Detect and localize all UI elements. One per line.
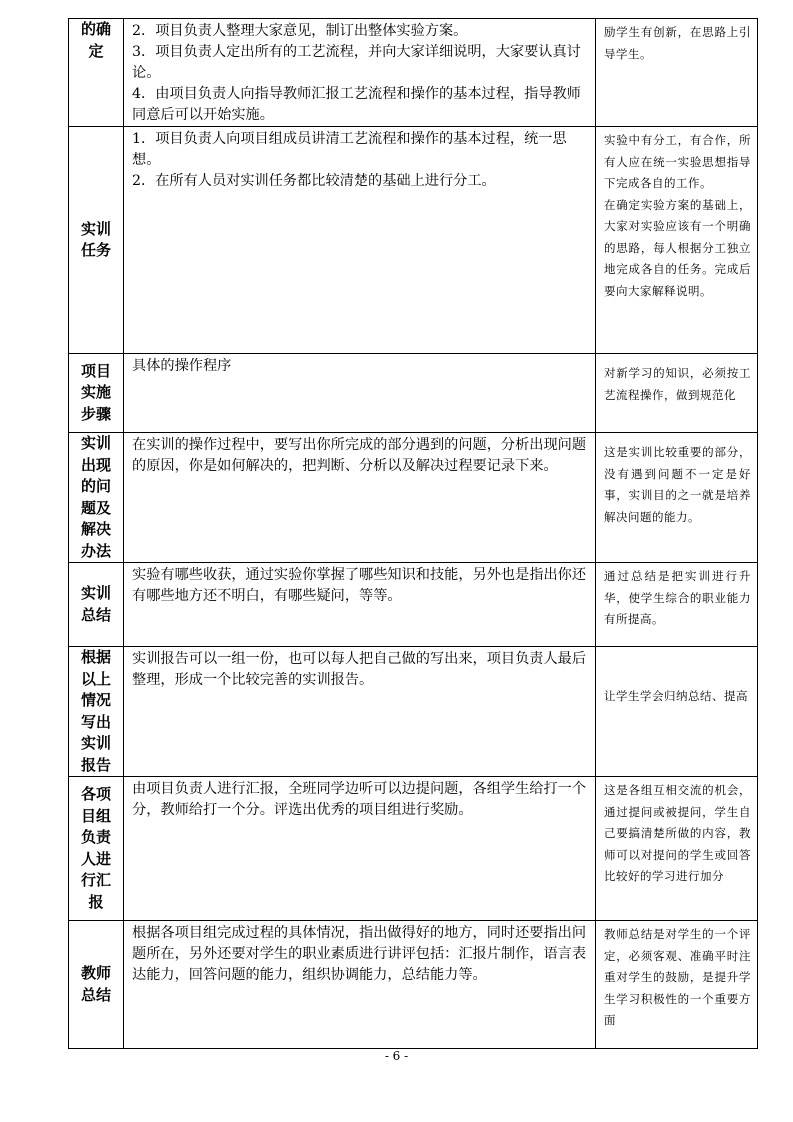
row-note-cell — [596, 354, 758, 433]
row-label: 教师总结 — [81, 964, 112, 1004]
content-paragraph: 实验有哪些收获，通过实验你掌握了哪些知识和技能，另外也是指出你还有哪些地方还不明白，有哪些疑问，等等。 — [132, 567, 587, 604]
content-paragraph: 具体的操作程序 — [132, 358, 232, 374]
content-paragraph: 2．项目负责人整理大家意见，制订出整体实验方案。 — [132, 23, 468, 39]
row-label-cell — [69, 777, 124, 921]
row-label-cell — [69, 19, 124, 127]
content-paragraph: 2．在所有人员对实训任务都比较清楚的基础上进行分工。 — [132, 173, 496, 189]
row-note-cell — [596, 433, 758, 563]
row-note-cell — [596, 127, 758, 354]
table-row — [69, 921, 758, 1049]
note-paragraph: 在确定实验方案的基础上，大家对实验应该有一个明确的思路，每人根据分工独立地完成各自的任务。完成后要向大家解释说明。 — [604, 197, 751, 298]
table-row — [69, 777, 758, 921]
table-row — [69, 433, 758, 563]
row-label-cell — [69, 647, 124, 777]
row-note-cell — [596, 777, 758, 921]
note-paragraph: 通过总结是把实训进行升华，使学生综合的职业能力有所提高。 — [604, 569, 751, 626]
row-label-cell — [69, 354, 124, 433]
row-label-cell — [69, 433, 124, 563]
content-paragraph: 由项目负责人进行汇报，全班同学边听可以边提问题，各组学生给打一个分，教师给打一个分。评选出优秀的项目组进行奖励。 — [132, 781, 587, 818]
note-paragraph: 这是各组互相交流的机会，通过提问或被提问，学生自己要搞清楚所做的内容，教师可以对提问的学生或回答比较好的学习进行加分 — [604, 783, 751, 883]
row-label-cell — [69, 563, 124, 647]
page-number: - 6 - — [384, 1049, 409, 1063]
row-label-cell — [69, 127, 124, 354]
row-label-cell — [69, 921, 124, 1049]
row-note-cell — [596, 921, 758, 1049]
row-content-cell — [124, 921, 596, 1049]
note-paragraph: 这是实训比较重要的部分，没有遇到问题不一定是好事，实训目的之一就是培养解决问题的能力。 — [604, 445, 751, 524]
activity-plan-table — [68, 18, 758, 1049]
row-label: 的确定 — [81, 20, 112, 60]
note-paragraph: 实验中有分工，有合作，所有人应在统一实验思想指导下完成各自的工作。 — [604, 133, 751, 190]
row-content-cell — [124, 19, 596, 127]
table-row — [69, 354, 758, 433]
note-paragraph: 教师总结是对学生的一个评定，必须客观、准确平时注重对学生的鼓励，是提升学生学习积极性的一个重要方面 — [604, 927, 751, 1027]
content-paragraph: 实训报告可以一组一份，也可以每人把自己做的写出来，项目负责人最后整理，形成一个比较完善的实训报告。 — [132, 651, 587, 688]
row-label: 根据以上情况写出实训报告 — [81, 648, 112, 774]
content-paragraph: 在实训的操作过程中，要写出你所完成的部分遇到的问题，分析出现问题的原因，你是如何解决的，把判断、分析以及解决过程要记录下来。 — [132, 437, 587, 474]
content-paragraph: 4．由项目负责人向指导教师汇报工艺流程和操作的基本过程，指导教师同意后可以开始实施。 — [132, 86, 581, 123]
table-row — [69, 19, 758, 127]
table-row — [69, 647, 758, 777]
row-content-cell — [124, 127, 596, 354]
table-row — [69, 563, 758, 647]
row-content-cell — [124, 433, 596, 563]
note-paragraph: 对新学习的知识，必须按工艺流程操作，做到规范化 — [604, 366, 751, 402]
row-label: 项目实施步骤 — [81, 361, 112, 423]
content-paragraph: 根据各项目组完成过程的具体情况，指出做得好的地方，同时还要指出问题所在，另外还要对学生的职业素质进行讲评包括：汇报片制作，语言表达能力，回答问题的能力，组织协调能力，总结能力等。 — [132, 925, 587, 983]
row-content-cell — [124, 354, 596, 433]
row-note-cell — [596, 647, 758, 777]
table-row — [69, 127, 758, 354]
row-content-cell — [124, 647, 596, 777]
row-note-cell — [596, 563, 758, 647]
row-label: 实训总结 — [81, 584, 112, 624]
content-paragraph: 3．项目负责人定出所有的工艺流程，并向大家详细说明，大家要认真讨论。 — [132, 44, 581, 81]
row-label: 实训出现的问题及解决办法 — [81, 434, 112, 560]
note-paragraph: 让学生学会归纳总结、提高 — [604, 689, 748, 703]
note-paragraph: 励学生有创新，在思路上引导学生。 — [604, 25, 751, 61]
row-note-cell — [596, 19, 758, 127]
row-content-cell — [124, 563, 596, 647]
row-label: 实训任务 — [81, 219, 112, 259]
row-label: 各项目组负责人进行汇报 — [81, 785, 112, 911]
row-content-cell — [124, 777, 596, 921]
content-paragraph: 1．项目负责人向项目组成员讲清工艺流程和操作的基本过程，统一思想。 — [132, 131, 567, 168]
